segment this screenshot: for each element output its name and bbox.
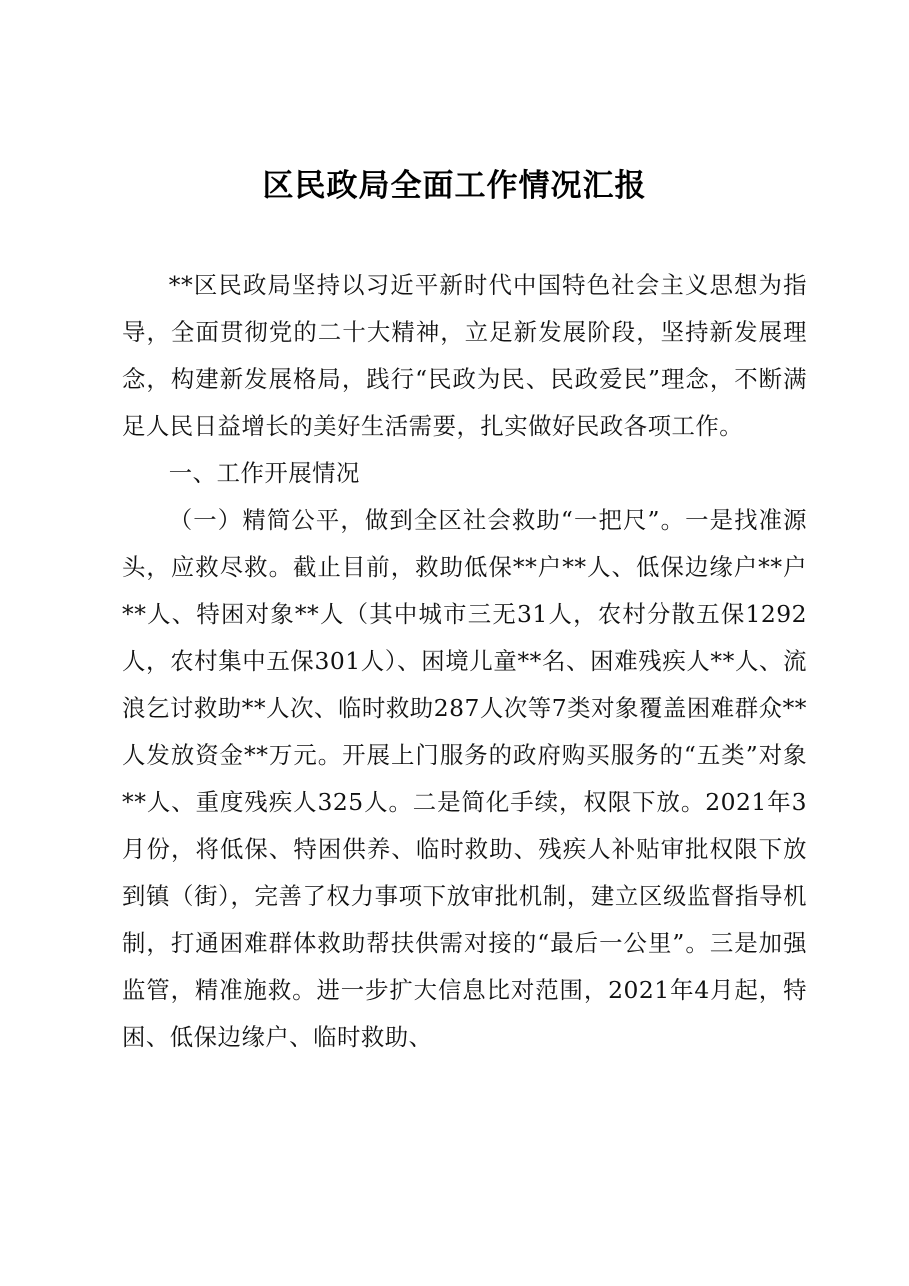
document-title: 区民政局全面工作情况汇报 [262, 168, 647, 204]
section-heading: 一、工作开展情况 [168, 459, 360, 487]
intro-paragraph: **区民政局坚持以习近平新时代中国特色社会主义思想为指导，全面贯彻党的二十大精神，立足新发展阶段，坚持新发展理念，构建新发展格局，践行“民政为民、民政爱民”理念，不断满足人民日益增长的美好生活需要，扎实做好民政各项工作。 [122, 271, 807, 440]
subsection-paragraph: （一）精简公平，做到全区社会救助“一把尺”。一是找准源头，应救尽救。截止目前，救助低保**户**人、低保边缘户**户**人、特困对象**人（其中城市三无31人，农村分散五保1292人，农村集中五保301人）、困境儿童**名、困难残疾人**人、流浪乞讨救助**人次、临时救助287人次等7类对象覆盖困难群众**人发放资金**万元。开展上门服务的政府购买服务的“五类”对象**人、重度残疾人325人。二是简化手续，权限下放。2021年3月份，将低保、特困供养、临时救助、残疾人补贴审批权限下放到镇（街），完善了权力事项下放审批机制，建立区级监督指导机制，打通困难群体救助帮扶供需对接的“最后一公里”。三是加强监管，精准施救。进一步扩大信息比对范围，2021年4月起，特困、低保边缘户、临时救助、 [122, 506, 807, 1051]
document-body [122, 262, 807, 1061]
